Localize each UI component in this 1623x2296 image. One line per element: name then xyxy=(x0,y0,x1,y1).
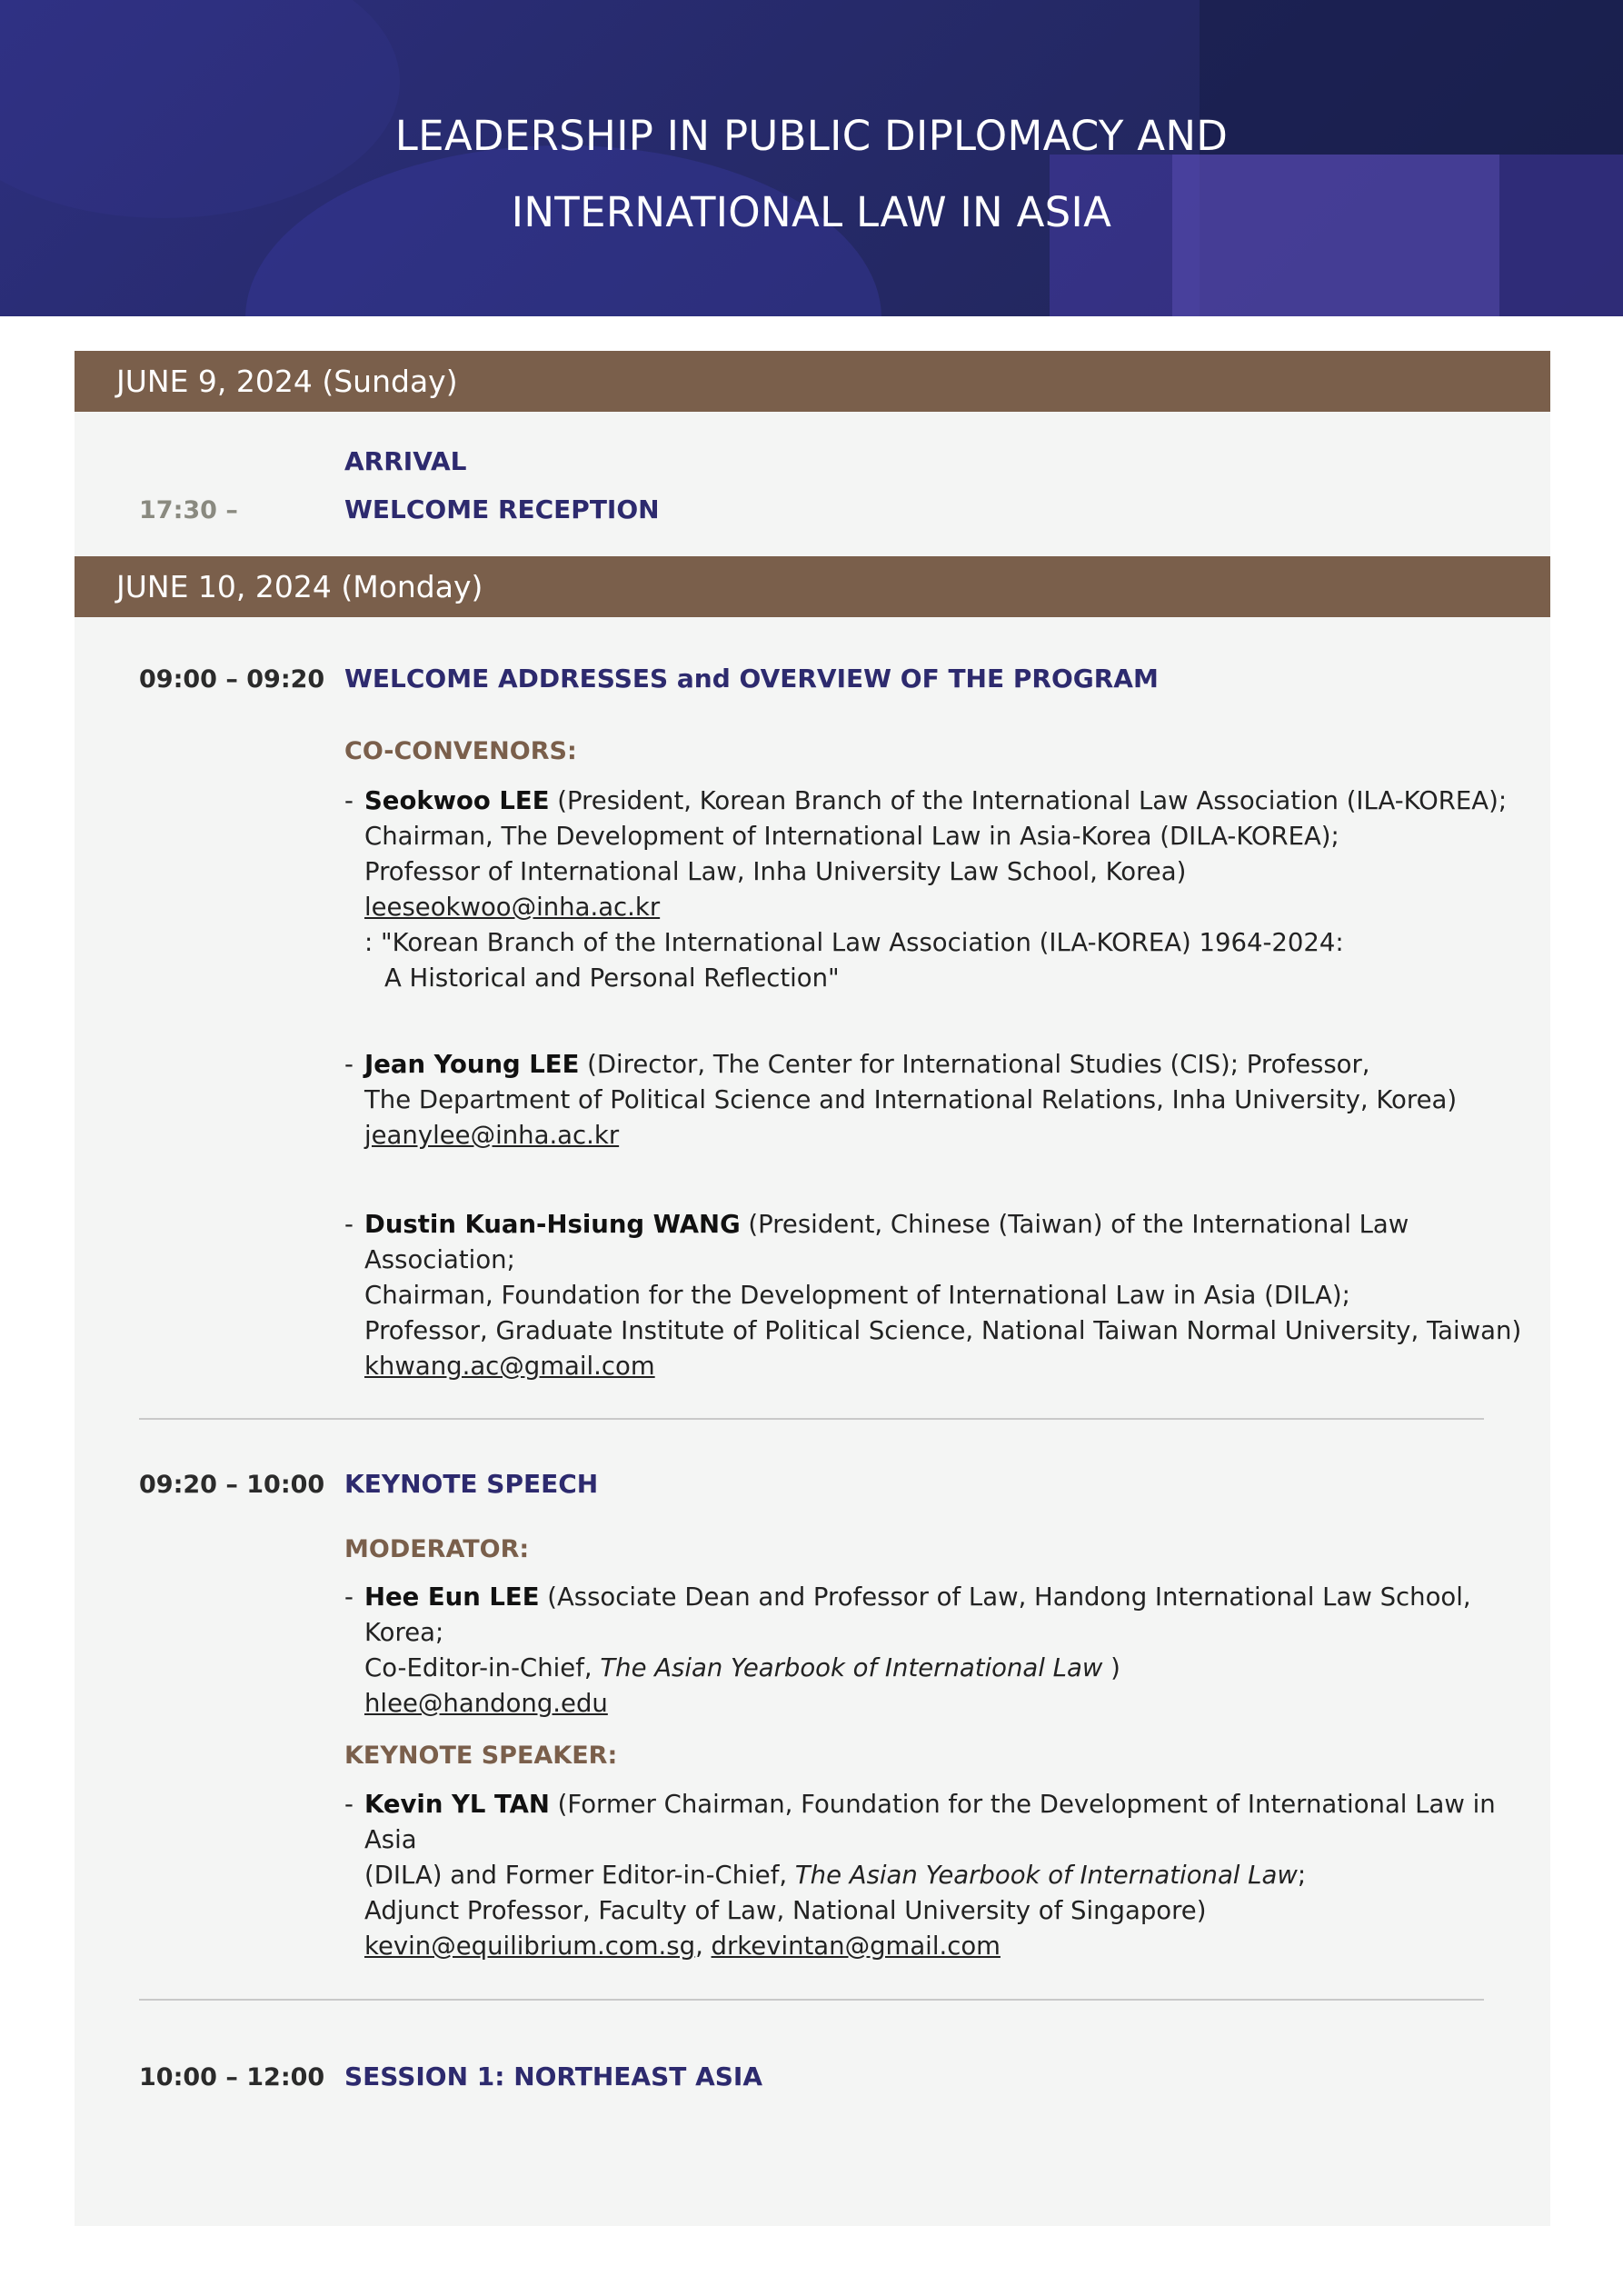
page-title xyxy=(0,98,1623,251)
email-link[interactable]: jeanylee@inha.ac.kr xyxy=(364,1121,620,1150)
convenor-entry: - Seokwoo LEE (President, Korean Branch of the International Law Association (ILA-KOREA); Chairman, The Development of International Law in Asia-Korea (DILA-KOREA); Professor of International Law, Inha University Law School, Korea) leeseokwoo@inha.ac.kr : "Korean Branch of the International Law Association (ILA-KOREA) 1964-2024: A Historical and Personal Reflection" xyxy=(344,784,1526,996)
publication-title: The Asian Yearbook of International Law xyxy=(600,1653,1103,1682)
email-link[interactable]: drkevintan@gmail.com xyxy=(711,1932,1001,1961)
convenor-name: Dustin Kuan-Hsiung WANG xyxy=(364,1210,741,1239)
day-header-june-10: JUNE 10, 2024 (Monday) xyxy=(75,556,1550,617)
section-divider xyxy=(139,1999,1484,2001)
title-line-2: INTERNATIONAL LAW IN ASIA xyxy=(511,188,1112,236)
email-link[interactable]: kevin@equilibrium.com.sg xyxy=(364,1932,696,1961)
welcome-addresses-title: WELCOME ADDRESSES and OVERVIEW OF THE PROGRAM xyxy=(344,664,1159,694)
talk-title-cont: A Historical and Personal Reflection" xyxy=(384,963,840,993)
co-convenors-label: CO-CONVENORS: xyxy=(344,737,577,765)
convenor-entry: - Dustin Kuan-Hsiung WANG (President, Chinese (Taiwan) of the International Law Association; Chairman, Foundation for the Development of International Law in Asia (DILA); Professor, Graduate Institute of Political Science, National Taiwan Normal University, Taiwan) khwang.ac@gmail.com xyxy=(344,1210,1522,1381)
header-banner xyxy=(0,0,1623,316)
moderator-entry: - Hee Eun LEE (Associate Dean and Professor of Law, Handong International Law School, Korea; Co-Editor-in-Chief, The Asian Yearbook of International Law ) hlee@handong.edu xyxy=(344,1582,1471,1718)
session1-title: SESSION 1: NORTHEAST ASIA xyxy=(344,2061,763,2091)
keynote-speaker-entry: - Kevin YL TAN (Former Chairman, Foundation for the Development of International Law in Asia (DILA) and Former Editor-in-Chief, The Asian Yearbook of International Law; Adjunct Professor, Faculty of Law, National University of Singapore) kevin@equilibrium.com.sg, drkevintan@gmail.com xyxy=(344,1790,1496,1961)
email-link[interactable]: hlee@handong.edu xyxy=(364,1689,608,1718)
welcome-reception-title: WELCOME RECEPTION xyxy=(344,494,660,524)
email-link[interactable]: leeseokwoo@inha.ac.kr xyxy=(364,893,661,922)
speaker-name: Kevin YL TAN xyxy=(364,1790,550,1819)
convenor-name: Seokwoo LEE xyxy=(364,786,550,815)
email-link[interactable]: khwang.ac@gmail.com xyxy=(364,1352,655,1381)
talk-title: : "Korean Branch of the International Law Association (ILA-KOREA) 1964-2024: xyxy=(364,928,1344,957)
arrival-label: ARRIVAL xyxy=(344,446,467,476)
keynote-time: 09:20 – 10:00 xyxy=(139,1471,325,1499)
moderator-label: MODERATOR: xyxy=(344,1535,530,1563)
program-schedule xyxy=(75,351,1550,2226)
moderator-name: Hee Eun LEE xyxy=(364,1582,540,1612)
day-header-june-9: JUNE 9, 2024 (Sunday) xyxy=(75,351,1550,412)
convenor-entry: - Jean Young LEE (Director, The Center for International Studies (CIS); Professor, The Department of Political Science and International Relations, Inha University, Korea) jeanylee@inha.ac.kr xyxy=(344,1050,1458,1150)
publication-title: The Asian Yearbook of International Law xyxy=(794,1861,1298,1890)
section-divider xyxy=(139,1418,1484,1420)
reception-time: 17:30 – xyxy=(139,496,238,524)
welcome-time: 09:00 – 09:20 xyxy=(139,665,325,694)
keynote-title: KEYNOTE SPEECH xyxy=(344,1469,599,1499)
session1-time: 10:00 – 12:00 xyxy=(139,2063,325,2091)
title-line-1: LEADERSHIP IN PUBLIC DIPLOMACY AND xyxy=(394,112,1229,160)
convenor-name: Jean Young LEE xyxy=(364,1050,580,1079)
keynote-speaker-label: KEYNOTE SPEAKER: xyxy=(344,1742,618,1770)
